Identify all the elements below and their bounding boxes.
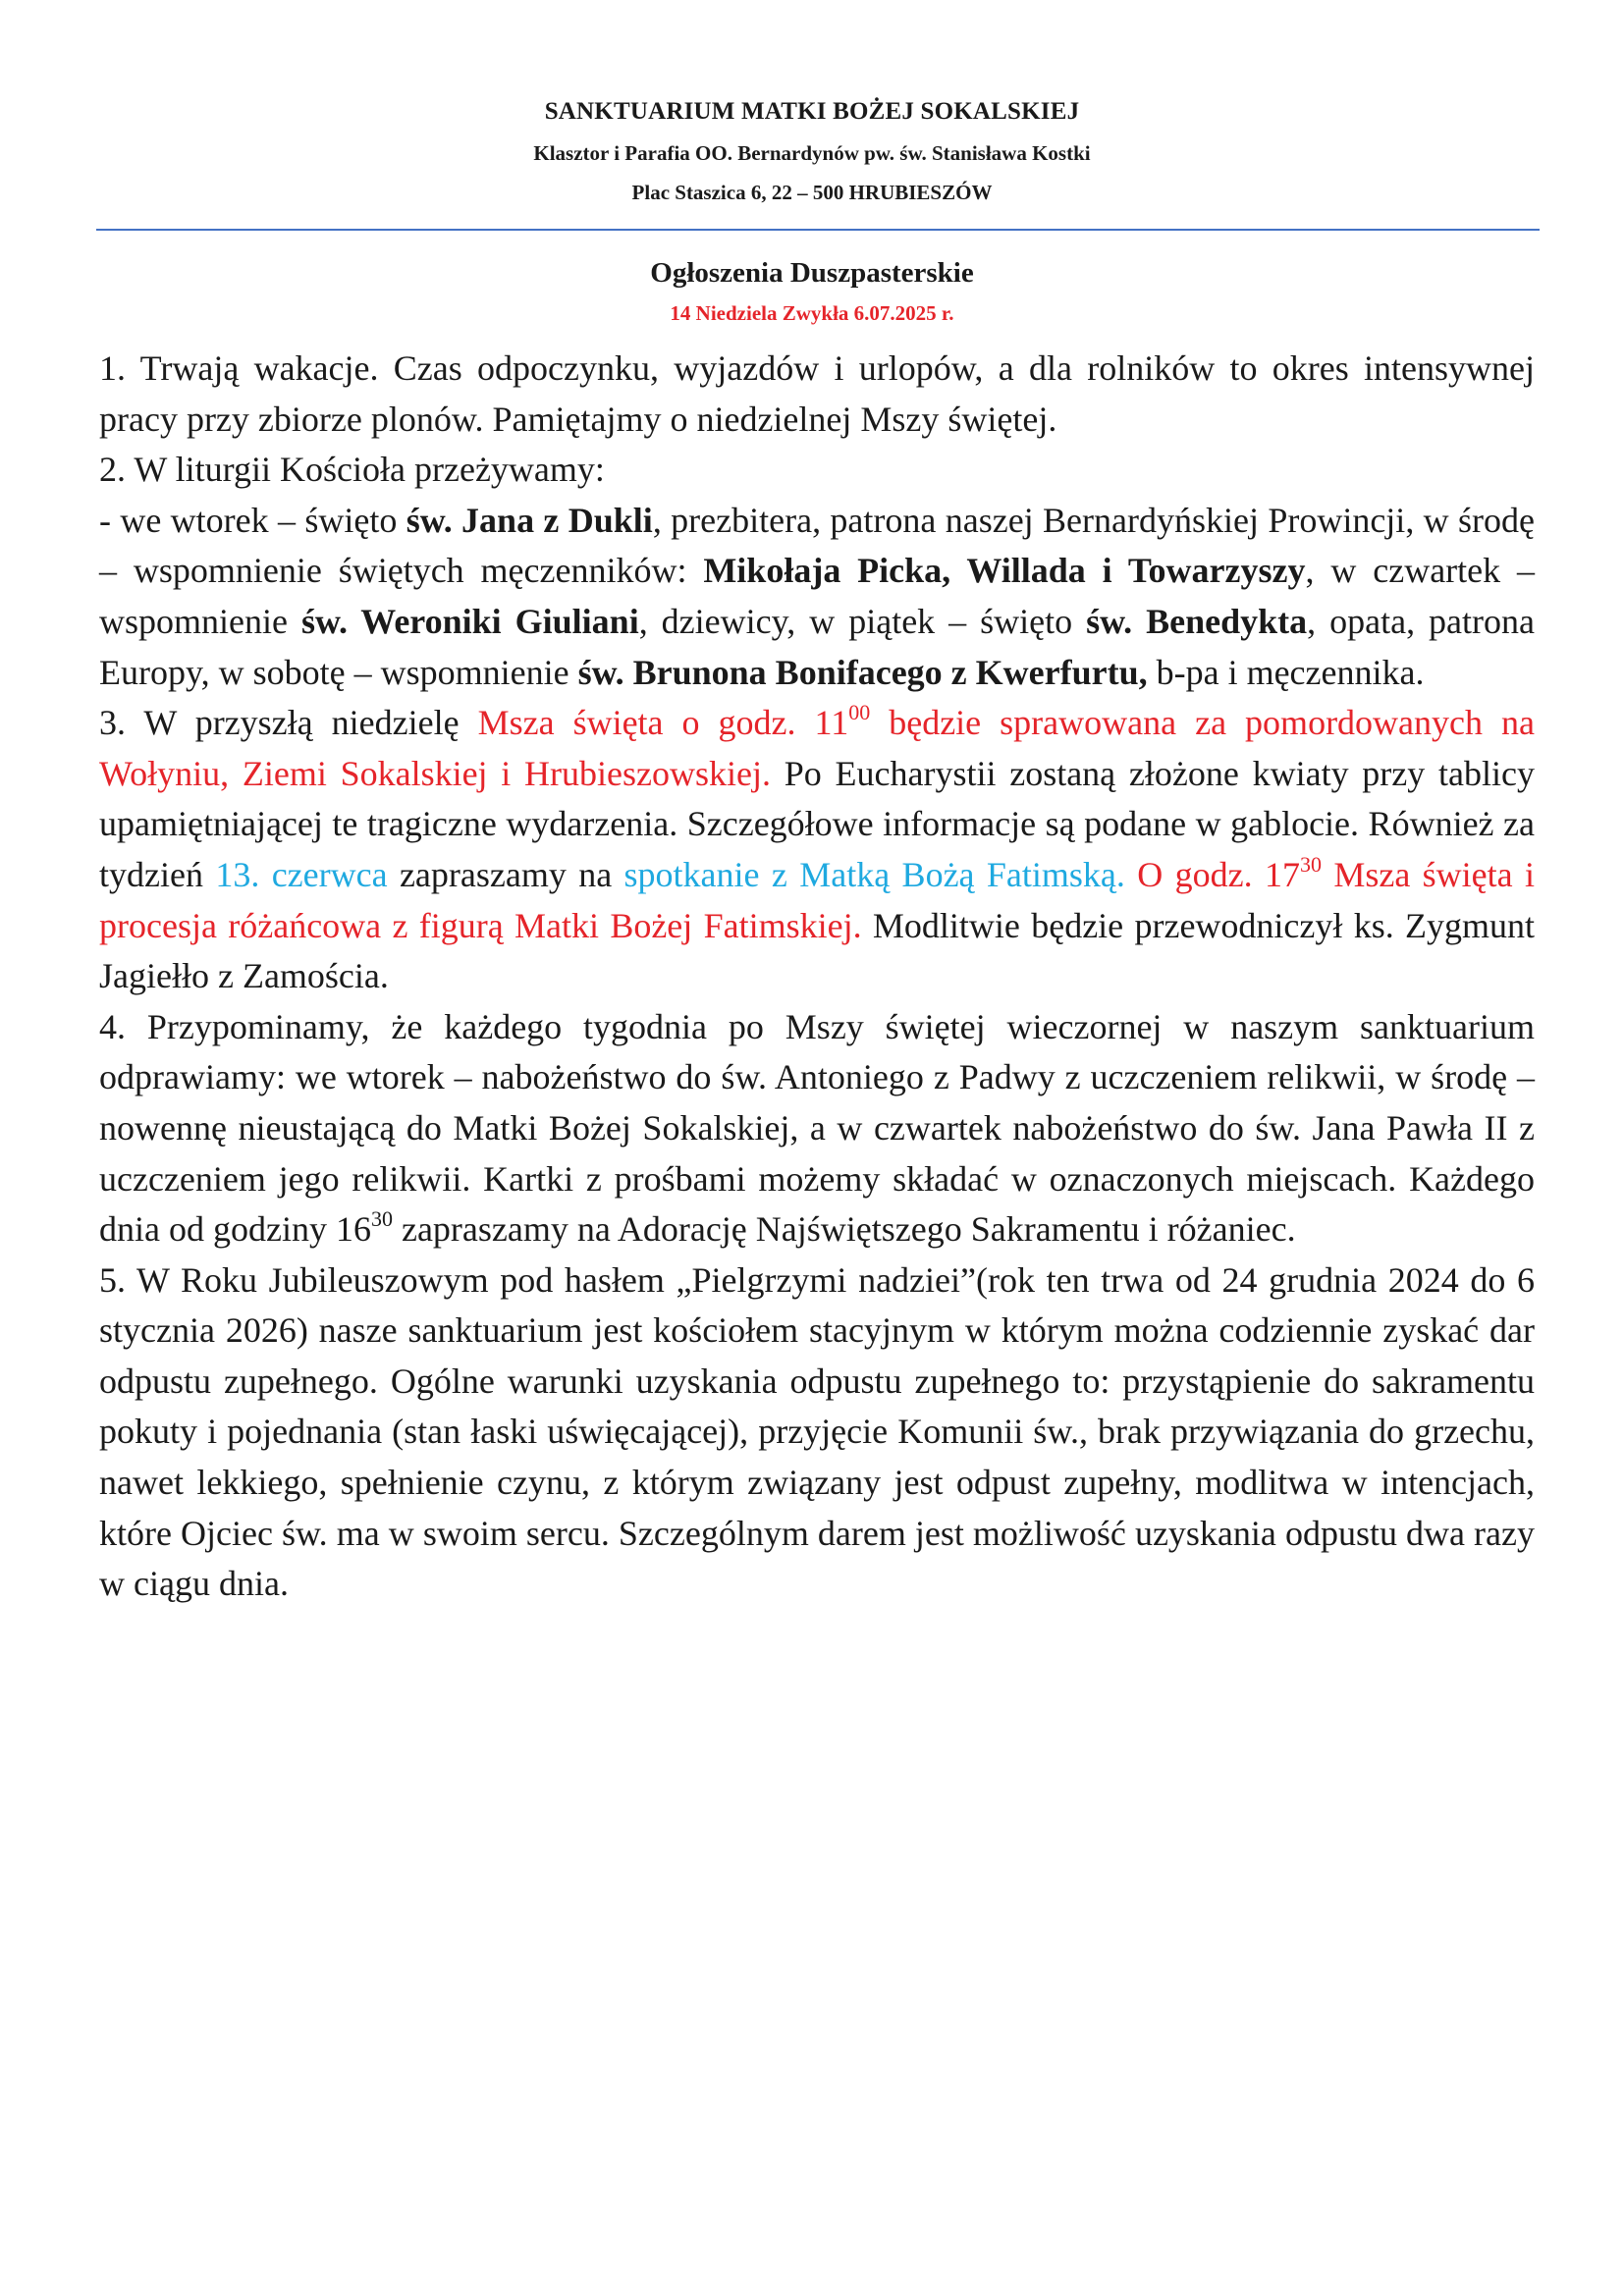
text-run: zapraszamy na Adorację Najświętszego Sakramentu i różaniec. <box>392 1209 1296 1250</box>
announcement-1: 1. Trwają wakacje. Czas odpoczynku, wyjazdów i urlopów, a dla rolników to okres intensywnej pracy przy zbiorze plonów. Pamiętajmy o niedzielnej Mszy świętej. <box>99 348 1535 439</box>
announcement-5: 5. W Roku Jubileuszowym pod hasłem „Pielgrzymi nadziei”(rok ten trwa od 24 grudnia 2024 do 6 stycznia 2026) nasze sanktuarium jest kościołem stacyjnym w którym można codziennie zyskać dar odpustu zupełnego. Ogólne warunki uzyskania odpustu zupełnego to: przystąpienie do sakramentu pokuty i pojednania (stan łaski uświęcającej), przyjęcie Komunii św., brak przywiązania do grzechu, nawet lekkiego, spełnienie czynu, z którym związany jest odpust zupełny, modlitwa w intencjach, które Ojciec św. ma w swoim sercu. Szczególnym darem jest możliwość uzyskania odpustu dwa razy w ciągu dnia. <box>99 1259 1535 1604</box>
text-run: , dziewicy, w piątek – święto <box>638 601 1087 641</box>
text-run: b-pa i męczennika. <box>1147 652 1425 692</box>
announcement-4 <box>99 1002 1535 1255</box>
text-run: , w czwartek – wspomnienie <box>99 551 1536 641</box>
announcement-2-liturgy <box>99 496 1535 698</box>
document-date: 14 Niedziela Zwykła 6.07.2025 r. <box>670 301 954 325</box>
time-superscript: 00 <box>848 700 871 725</box>
announcement-3 <box>99 698 1535 1002</box>
saint-weronika: św. Weroniki Giuliani <box>300 601 639 641</box>
text-run: Msza święta o godz. 11 <box>477 703 849 743</box>
text-run: zapraszamy na <box>387 854 624 894</box>
text-run: Modlitwie będzie przewodniczył ks. Zygmunt Jagiełło z Zamościa. <box>99 905 1536 996</box>
saint-jan-z-dukli: św. Jana z Dukli <box>406 500 653 540</box>
time-superscript: 30 <box>1299 851 1322 877</box>
announcement-2-intro: 2. W liturgii Kościoła przeżywamy: <box>99 450 605 490</box>
text-run: O godz. 17 <box>1124 854 1300 894</box>
header-divider <box>96 229 1540 231</box>
date-highlight: 13. czerwca <box>215 854 388 894</box>
text-run: - we wtorek – święto <box>99 500 406 540</box>
sanctuary-name: SANKTUARIUM MATKI BOŻEJ SOKALSKIEJ <box>544 98 1080 125</box>
text-run: Msza święta i procesja różańcowa z figurą Matki Bożej Fatimskiej. <box>99 854 1536 945</box>
text-run: Po Eucharystii zostaną złożone kwiaty przy tablicy upamiętniającej te tragiczne wydarzenia. Szczegółowe informacje są podane w gablocie. Również za tydzień <box>99 753 1535 894</box>
text-run: , prezbitera, patrona naszej Bernardyńskiej Prowincji, w środę – wspomnienie świętych męczenników: <box>99 500 1535 591</box>
text-run: 4. Przypominamy, że każdego tygodnia po Mszy świętej wieczornej w naszym sanktuarium odprawiamy: we wtorek – nabożeństwo do św. Antoniego z Padwy z uczczeniem relikwii, w środę – nowennę nieustającą do Matki Bożej Sokalskiej, a w czwartek nabożeństwo do św. Jana Pawła II z uczczeniem jego relikwii. Kartki z prośbami możemy składać w oznaczonych miejscach. Każdego dnia od godziny 16 <box>99 1006 1535 1250</box>
monastery-line: Klasztor i Parafia OO. Bernardynów pw. św. Stanisława Kostki <box>533 141 1091 165</box>
saint-brunon: św. Brunona Bonifacego z Kwerfurtu, <box>577 652 1148 692</box>
saint-benedykt: św. Benedykta <box>1086 601 1308 641</box>
text-run: , opata, patrona Europy, w sobotę – wspomnienie <box>99 601 1535 692</box>
announcements-body <box>99 344 1535 1610</box>
document-title: Ogłoszenia Duszpasterskie <box>650 257 974 289</box>
fatima-meeting-highlight: spotkanie z Matką Bożą Fatimską. <box>623 854 1125 894</box>
time-superscript: 30 <box>370 1206 393 1232</box>
text-run: 3. W przyszłą niedzielę <box>99 703 478 743</box>
text-run: będzie sprawowana za pomordowanych na Wołyniu, Ziemi Sokalskiej i Hrubieszowskiej. <box>99 703 1535 793</box>
saint-martyrs: Mikołaja Picka, Willada i Towarzyszy <box>703 551 1306 591</box>
address-line: Plac Staszica 6, 22 – 500 HRUBIESZÓW <box>631 181 993 204</box>
